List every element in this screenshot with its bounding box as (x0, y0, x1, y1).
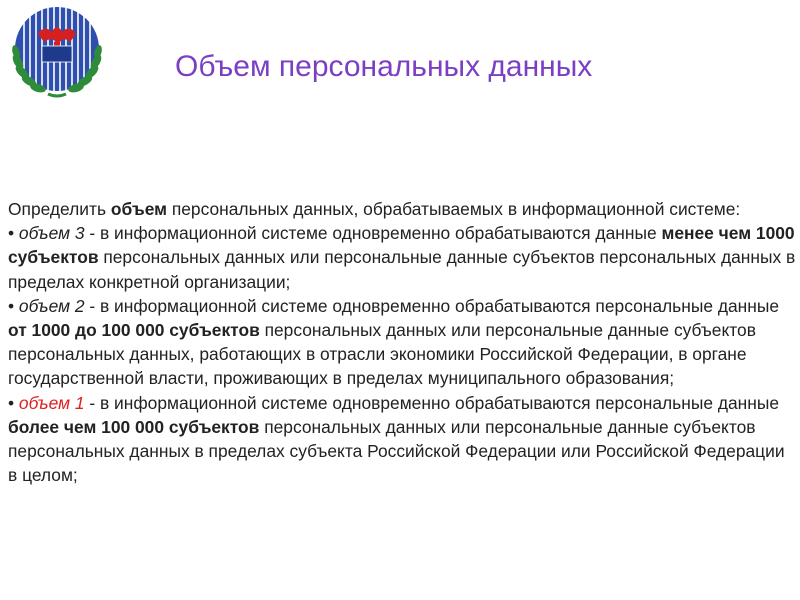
item-label: объем 2 (18, 295, 85, 316)
list-item (8, 221, 798, 294)
intro-paragraph (8, 197, 798, 221)
item-bold-range: менее чем 1000 субъектов (8, 223, 795, 268)
list-item (8, 294, 798, 391)
item-text-tail: персональных данных или персональные данные субъектов персональных данных в пределах субъекта Российской Федерации или Российской Федерации в целом; (8, 416, 785, 486)
bullet: • (8, 223, 19, 244)
item-label: объем 3 (18, 223, 85, 244)
intro-bold-term: объем (110, 199, 167, 219)
item-text-tail: персональных данных или персональные данные субъектов персональных данных, работающих в отрасли экономики Российской Федерации, в органе государственной власти, проживающих в пределах муниципального образования; (8, 320, 756, 389)
item-label-highlighted: объем 1 (18, 392, 85, 413)
item-text: - в информационной системе одновременно обрабатываются персональные данные (84, 392, 780, 413)
intro-text-tail: персональных данных, обрабатываемых в информационной системе: (167, 199, 741, 219)
intro-text: Определить (8, 199, 111, 219)
item-text: - в информационной системе одновременно обрабатываются данные (84, 223, 662, 244)
item-bold-range: более чем 100 000 субъектов (8, 416, 260, 437)
institute-emblem-icon (4, 2, 110, 102)
bullet: • (8, 295, 19, 316)
list-item (8, 391, 798, 488)
page-title: Объем персональных данных (175, 50, 593, 83)
item-text-tail: персональных данных или персональные данные субъектов персональных данных в пределах конкретной организации; (8, 247, 796, 292)
bullet: • (8, 392, 19, 413)
content-text (8, 197, 798, 487)
item-bold-range: от 1000 до 100 000 субъектов (8, 320, 260, 341)
item-text: - в информационной системе одновременно обрабатываются персональные данные (84, 295, 780, 316)
